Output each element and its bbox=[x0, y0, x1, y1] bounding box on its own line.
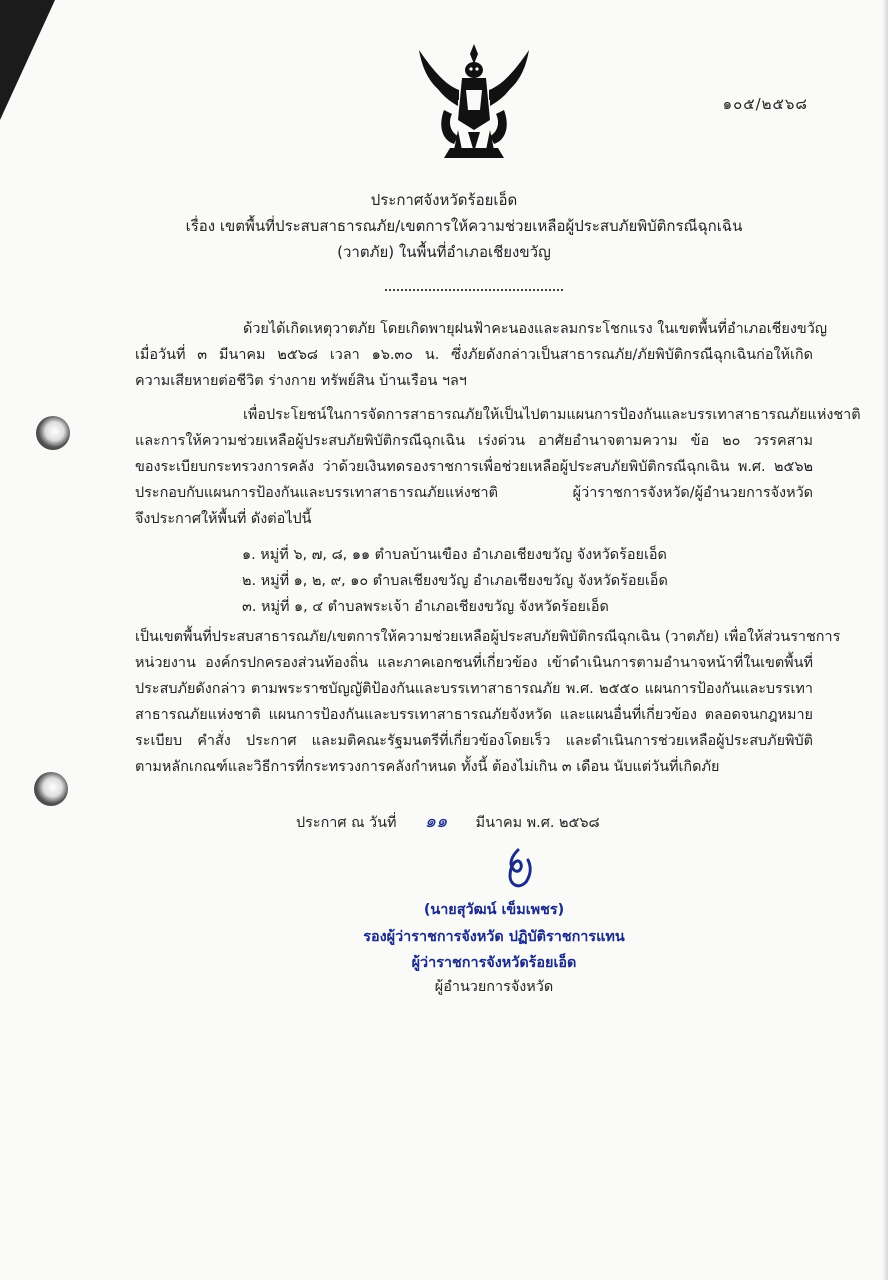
signer-name: (นายสุวัฒน์ เข็มเพชร) bbox=[423, 902, 565, 918]
separator-dots bbox=[385, 289, 563, 291]
paragraph-line: ของระเบียบกระทรวงการคลัง ว่าด้วยเงินทดรองราชการเพื่อช่วยเหลือผู้ประสบภัยพิบัติกรณีฉุกเฉิน พ.ศ. ๒๕๖๒ bbox=[135, 459, 813, 475]
punch-hole-bottom bbox=[34, 772, 68, 806]
paragraph-line: ประกอบกับแผนการป้องกันและบรรเทาสาธารณภัยแห่งชาติ ผู้ว่าราชการจังหวัด/ผู้อำนวยการจังหวัด bbox=[135, 485, 813, 501]
paragraph-line: ประสบภัยดังกล่าว ตามพระราชบัญญัติป้องกันและบรรเทาสาธารณภัย พ.ศ. ๒๕๕๐ แผนการป้องกันและบรรเทา bbox=[135, 681, 813, 697]
signature-icon bbox=[488, 846, 548, 894]
paragraph-line: เพื่อประโยชน์ในการจัดการสาธารณภัยให้เป็นไปตามแผนการป้องกันและบรรเทาสาธารณภัยแห่งชาติ bbox=[243, 407, 861, 423]
paragraph-line: ด้วยได้เกิดเหตุวาตภัย โดยเกิดพายุฝนฟ้าคะนองและลมกระโชกแรง ในเขตพื้นที่อำเภอเชียงขวัญ bbox=[243, 321, 828, 337]
paragraph-line: ตามหลักเกณฑ์และวิธีการที่กระทรวงการคลังกำหนด ทั้งนี้ ต้องไม่เกิน ๓ เดือน นับแต่วันที่เกิดภัย bbox=[135, 759, 720, 775]
signer-position-2: ผู้ว่าราชการจังหวัดร้อยเอ็ด bbox=[411, 955, 577, 971]
paragraph-line: สาธารณภัยแห่งชาติ แผนการป้องกันและบรรเทาสาธารณภัยจังหวัด และแผนอื่นที่เกี่ยวข้อง ตลอดจนกฎหมาย bbox=[135, 707, 813, 723]
paragraph-incident bbox=[135, 316, 828, 394]
announcement-title: ประกาศจังหวัดร้อยเอ็ด bbox=[370, 191, 518, 209]
punch-hole-top bbox=[36, 416, 70, 450]
paragraph-line: และการให้ความช่วยเหลือผู้ประสบภัยพิบัติกรณีฉุกเฉิน เร่งด่วน อาศัยอำนาจตามความ ข้อ ๒๐ วรรคสาม bbox=[135, 433, 813, 449]
area-item-1: ๑. หมู่ที่ ๖, ๗, ๘, ๑๑ ตำบลบ้านเขือง อำเภอเชียงขวัญ จังหวัดร้อยเอ็ด bbox=[242, 547, 667, 563]
garuda-emblem-icon bbox=[414, 40, 534, 168]
paragraph-line: ความเสียหายต่อชีวิต ร่างกาย ทรัพย์สิน บ้านเรือน ฯลฯ bbox=[135, 373, 467, 389]
area-item-2: ๒. หมู่ที่ ๑, ๒, ๙, ๑๐ ตำบลเชียงขวัญ อำเภอเชียงขวัญ จังหวัดร้อยเอ็ด bbox=[242, 573, 668, 589]
subject-line-1: เรื่อง เขตพื้นที่ประสบสาธารณภัย/เขตการให้ความช่วยเหลือผู้ประสบภัยพิบัติกรณีฉุกเฉิน bbox=[185, 217, 743, 235]
paragraph-line: จึงประกาศให้พื้นที่ ดังต่อไปนี้ bbox=[135, 511, 312, 527]
date-month-year: มีนาคม พ.ศ. ๒๕๖๘ bbox=[475, 815, 600, 831]
signer-position-1: รองผู้ว่าราชการจังหวัด ปฏิบัติราชการแทน bbox=[363, 929, 625, 945]
paragraph-declaration bbox=[135, 624, 841, 780]
document-number: ๑๐๕/๒๕๖๘ bbox=[722, 95, 808, 113]
scan-corner-shadow bbox=[0, 0, 55, 120]
announcement-date bbox=[296, 806, 600, 835]
paragraph-line: หน่วยงาน องค์กรปกครองส่วนท้องถิ่น และภาคเอกชนที่เกี่ยวข้อง เข้าดำเนินการตามอำนาจหน้าที่ในเขตพื้นที่ bbox=[135, 655, 813, 671]
paragraph-line: ระเบียบ คำสั่ง ประกาศ และมติคณะรัฐมนตรีที่เกี่ยวข้องโดยเร็ว และดำเนินการช่วยเหลือผู้ประสบภัยพิบัติ bbox=[135, 733, 813, 749]
subject-line-2: (วาตภัย) ในพื้นที่อำเภอเชียงขวัญ bbox=[337, 243, 551, 261]
paragraph-line: เป็นเขตพื้นที่ประสบสาธารณภัย/เขตการให้ความช่วยเหลือผู้ประสบภัยพิบัติกรณีฉุกเฉิน (วาตภัย) เพื่อให้ส่วนราชการ bbox=[135, 629, 841, 645]
handwritten-day: ๑๑ bbox=[424, 811, 448, 832]
paragraph-authority bbox=[135, 402, 861, 532]
signer-position-3: ผู้อำนวยการจังหวัด bbox=[434, 979, 554, 995]
paragraph-line: เมื่อวันที่ ๓ มีนาคม ๒๕๖๘ เวลา ๑๖.๓๐ น. ซึ่งภัยดังกล่าวเป็นสาธารณภัย/ภัยพิบัติกรณีฉุกเฉินก่อให้เกิด bbox=[135, 347, 813, 363]
area-item-3: ๓. หมู่ที่ ๑, ๔ ตำบลพระเจ้า อำเภอเชียงขวัญ จังหวัดร้อยเอ็ด bbox=[242, 599, 609, 615]
date-prefix: ประกาศ ณ วันที่ bbox=[296, 815, 397, 831]
